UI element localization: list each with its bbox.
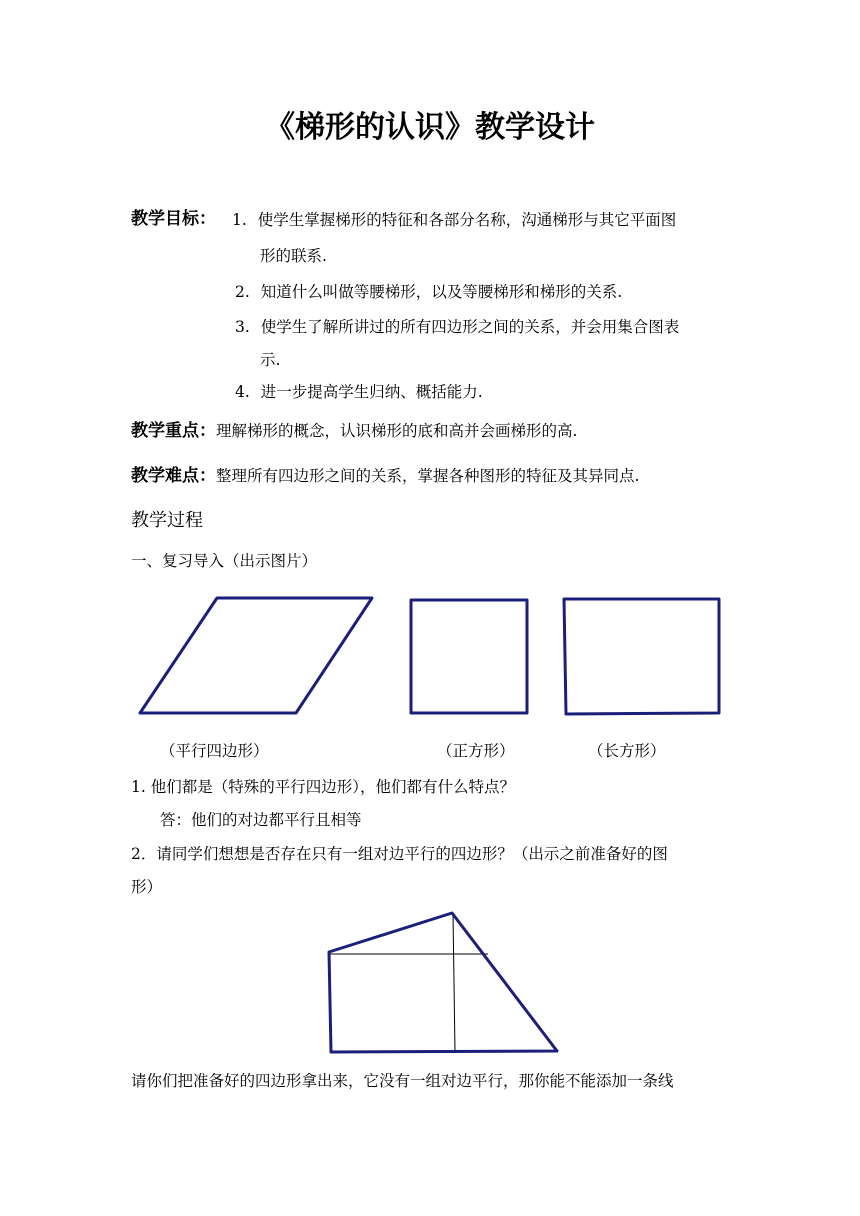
key-point-label: 教学重点：	[131, 421, 216, 441]
difficulty-text: 整理所有四边形之间的关系，掌握各种图形的特征及其异同点.	[216, 467, 640, 485]
question-3: 请你们把准备好的四边形拿出来，它没有一组对边平行，那你能不能添加一条线	[131, 1072, 674, 1090]
section-1-heading: 一、复习导入（出示图片）	[131, 552, 318, 570]
answer-1: 答：他们的对边都平行且相等	[160, 811, 362, 829]
parallelogram-shape	[140, 598, 372, 713]
quadrilateral-shape	[329, 913, 557, 1052]
goal-text: 知道什么叫做等腰梯形，以及等腰梯形和梯形的关系.	[260, 283, 623, 301]
caption-parallelogram: （平行四边形）	[160, 742, 269, 760]
goal-item-3-cont: 示.	[260, 351, 281, 369]
difficulty-label: 教学难点：	[131, 466, 216, 486]
goal-number: 2.	[235, 283, 250, 301]
caption-rectangle: （长方形）	[588, 742, 666, 760]
key-point-text: 理解梯形的概念，认识梯形的底和高并会画梯形的高.	[216, 422, 578, 440]
goal-text: 使学生了解所讲过的所有四边形之间的关系，并会用集合图表	[260, 318, 680, 336]
goal-number: 1.	[232, 211, 247, 229]
square-shape	[411, 600, 527, 713]
goal-item-1-cont: 形的联系.	[260, 247, 327, 265]
rectangle-shape	[564, 599, 719, 714]
page-title: 《梯形的认识》教学设计	[265, 110, 595, 145]
question-2-cont: 形）	[131, 878, 163, 896]
goal-number: 3.	[235, 318, 250, 336]
question-2: 2．请同学们想想是否存在只有一组对边平行的四边形？（出示之前准备好的图	[131, 845, 668, 863]
vertical-guide-line	[453, 913, 455, 1052]
caption-square: （正方形）	[437, 742, 515, 760]
goal-text: 进一步提高学生归纳、概括能力.	[260, 383, 483, 401]
goal-text: 使学生掌握梯形的特征和各部分名称，沟通梯形与其它平面图	[257, 211, 677, 229]
question-1: 1. 他们都是（特殊的平行四边形），他们都有什么特点？	[131, 778, 515, 796]
process-heading: 教学过程	[131, 510, 203, 531]
goals-label: 教学目标：	[131, 209, 216, 229]
goal-number: 4.	[235, 383, 250, 401]
